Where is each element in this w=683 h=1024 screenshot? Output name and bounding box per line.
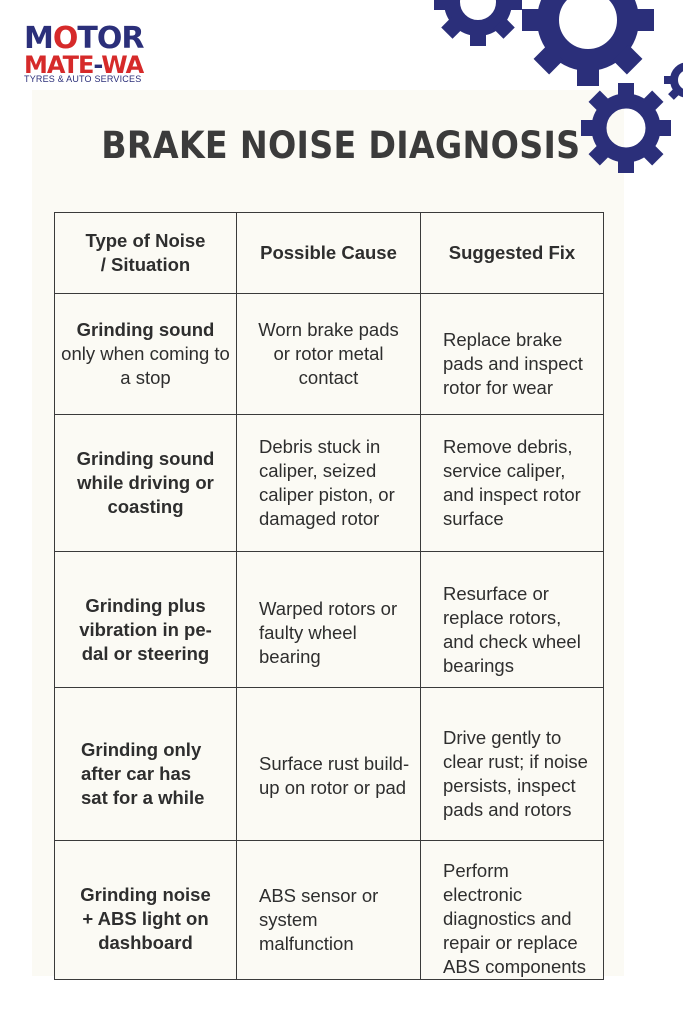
cause-cell: Debris stuck in caliper, seized caliper piston, or damaged rotor [237,415,421,552]
noise-bold-text: Grinding sound [76,319,215,340]
fix-cell: Replace brake pads and inspect rotor for wear [421,294,604,415]
noise-cell: Grinding noise + ABS light on dashboard [55,841,237,980]
header-noise: Type of Noise / Situation [55,213,237,294]
cause-cell: Surface rust build-up on rotor or pad [237,688,421,841]
logo-tagline: TYRES & AUTO SERVICES [24,74,142,84]
table-row [55,841,604,980]
table-row [55,552,604,688]
gear-icon-large [522,0,654,86]
noise-cell [55,294,237,415]
table-row [55,294,604,415]
brand-logo[interactable] [24,21,164,84]
gear-icon-partial [434,0,522,46]
fix-cell: Remove debris, service caliper, and inspect rotor surface [421,415,604,552]
noise-rest-text: only when coming to a stop [61,343,230,388]
noise-cell: Grinding plus vibration in pe-dal or steering [55,552,237,688]
logo-motor: MOTOR [24,21,144,56]
header-cause: Possible Cause [237,213,421,294]
page-title: BRAKE NOISE DIAGNOSIS [101,124,581,167]
table-row [55,415,604,552]
cause-cell: ABS sensor or system malfunction [237,841,421,980]
table-header-row [55,213,604,294]
cause-cell: Worn brake pads or rotor metal contact [237,294,421,415]
cause-cell: Warped rotors or faulty wheel bearing [237,552,421,688]
diagnosis-table [54,212,604,980]
fix-cell: Perform electronic diagnostics and repair or replace ABS components [421,841,604,980]
noise-cell: Grinding only after car has sat for a while [55,688,237,841]
gear-icon-edge [664,56,683,104]
header-fix: Suggested Fix [421,213,604,294]
fix-cell: Resurface or replace rotors, and check wheel bearings [421,552,604,688]
noise-cell: Grinding sound while driving or coasting [55,415,237,552]
table-row [55,688,604,841]
fix-cell: Drive gently to clear rust; if noise persists, inspect pads and rotors [421,688,604,841]
logo-mate-wa: MATE-WA [24,51,144,79]
